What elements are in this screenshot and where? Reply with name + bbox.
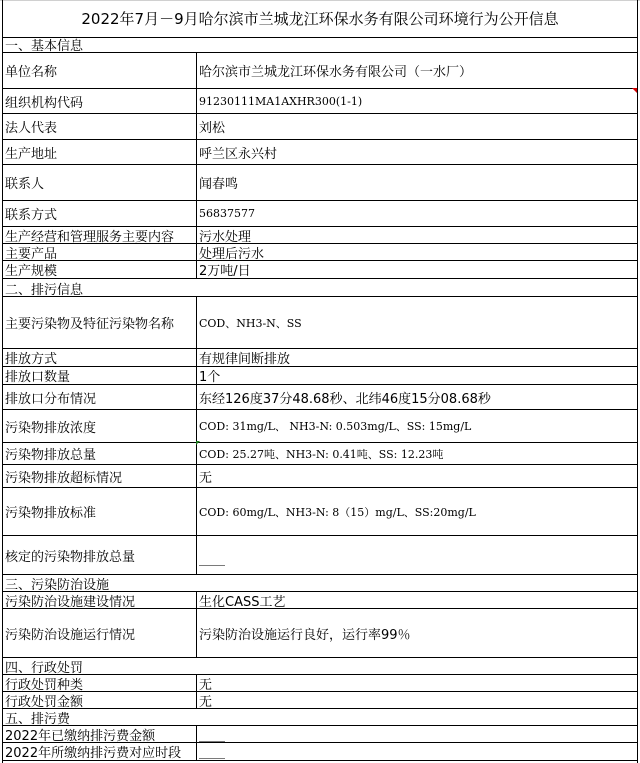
label-legal-rep: 法人代表: [5, 121, 58, 136]
value-approved-total[interactable]: ＿＿: [199, 553, 226, 568]
label-approved-total: 核定的污染物排放总量: [5, 549, 136, 565]
label-pollutants: 主要污染物及特征污染物名称: [5, 317, 175, 332]
section-penalty: [2, 658, 638, 675]
value-org-code[interactable]: 91230111MA1AXHR300(1-1): [199, 94, 363, 108]
value-outlet-location[interactable]: 东经126度37分48.68秒、北纬46度15分08.68秒: [199, 391, 491, 407]
value-penalty-amount[interactable]: 无: [199, 694, 213, 708]
label-phone: 联系方式: [5, 208, 58, 223]
page-title: 2022年7月－9月哈尔滨市兰城龙江环保水务有限公司环境行为公开信息: [2, 0, 638, 38]
row-outlet-count[interactable]: [2, 367, 638, 385]
value-product[interactable]: 处理后污水: [199, 246, 265, 260]
row-fee-paid[interactable]: [2, 726, 638, 743]
row-legal-rep[interactable]: [2, 114, 638, 140]
label-concentration: 污染物排放浓度: [5, 420, 97, 436]
value-total-emission[interactable]: COD: 25.27吨、NH3-N: 0.41吨、SS: 12.23吨: [199, 447, 444, 461]
row-penalty-type[interactable]: [2, 675, 638, 692]
label-facility-run: 污染防治设施运行情况: [5, 627, 136, 643]
value-pollutants[interactable]: COD、NH3-N、SS: [199, 316, 302, 330]
label-outlet-count: 排放口数量: [5, 370, 71, 384]
section-emission-label: 二、排污信息: [5, 283, 84, 298]
section-fee-label: 五、排污费: [5, 712, 71, 727]
value-standard[interactable]: COD: 60mg/L、NH3-N: 8（15）mg/L、SS:20mg/L: [199, 505, 476, 519]
row-org-code[interactable]: [2, 89, 638, 114]
row-phone[interactable]: [2, 201, 638, 227]
row-pollutants[interactable]: [2, 297, 638, 349]
value-contact[interactable]: 闻春鸣: [199, 177, 239, 192]
value-penalty-type[interactable]: 无: [199, 677, 213, 691]
value-outlet-count[interactable]: 1个: [199, 370, 221, 384]
value-discharge-mode[interactable]: 有规律间断排放: [199, 352, 291, 366]
label-fee-paid: 2022年已缴纳排污费金额: [5, 728, 156, 742]
label-outlet-location: 排放口分布情况: [5, 391, 97, 407]
label-standard: 污染物排放标准: [5, 506, 97, 521]
section-emission: [2, 279, 638, 297]
row-product[interactable]: [2, 244, 638, 261]
label-penalty-amount: 行政处罚金额: [5, 694, 84, 708]
value-unit-name[interactable]: 哈尔滨市兰城龙江环保水务有限公司（一水厂）: [199, 65, 473, 80]
section-basic-label: 一、基本信息: [5, 39, 84, 54]
value-legal-rep[interactable]: 刘松: [199, 121, 226, 136]
label-fee-period: 2022年所缴纳排污费对应时段: [5, 746, 182, 760]
value-facility-run[interactable]: 污染防治设施运行良好，运行率99％: [199, 627, 411, 643]
label-contact: 联系人: [5, 177, 45, 192]
value-address[interactable]: 呼兰区永兴村: [199, 146, 278, 162]
label-scale: 生产规模: [5, 264, 58, 278]
section-fee: [2, 709, 638, 726]
row-address[interactable]: [2, 140, 638, 165]
error-indicator-icon[interactable]: [196, 441, 200, 445]
section-basic: [2, 38, 638, 53]
row-total-emission[interactable]: [2, 443, 638, 465]
label-facility-build: 污染防治设施建设情况: [5, 594, 136, 608]
value-facility-build[interactable]: 生化CASS工艺: [199, 594, 286, 608]
row-approved-total[interactable]: [2, 536, 638, 575]
row-contact[interactable]: [2, 165, 638, 201]
label-business: 生产经营和管理服务主要内容: [5, 229, 175, 243]
row-scale[interactable]: [2, 261, 638, 279]
value-business[interactable]: 污水处理: [199, 229, 252, 243]
label-total-emission: 污染物排放总量: [5, 448, 97, 463]
value-fee-period[interactable]: ＿＿: [199, 746, 226, 760]
row-concentration[interactable]: [2, 410, 638, 443]
section-prevention-label: 三、污染防治设施: [5, 578, 110, 593]
row-discharge-mode[interactable]: [2, 349, 638, 367]
label-penalty-type: 行政处罚种类: [5, 677, 84, 691]
label-discharge-mode: 排放方式: [5, 352, 58, 366]
row-business[interactable]: [2, 227, 638, 244]
label-address: 生产地址: [5, 146, 58, 162]
value-exceed[interactable]: 无: [199, 470, 213, 486]
value-concentration[interactable]: COD: 31mg/L、 NH3-N: 0.503mg/L、SS: 15mg/L: [199, 420, 472, 433]
label-product: 主要产品: [5, 246, 58, 260]
row-penalty-amount[interactable]: [2, 692, 638, 709]
row-unit-name[interactable]: [2, 53, 638, 89]
value-phone[interactable]: 56837577: [199, 207, 255, 220]
section-prevention: [2, 575, 638, 592]
comment-indicator-icon[interactable]: [632, 88, 637, 93]
label-exceed: 污染物排放超标情况: [5, 470, 123, 486]
section-penalty-label: 四、行政处罚: [5, 661, 84, 676]
row-exceed[interactable]: [2, 465, 638, 488]
row-standard[interactable]: [2, 488, 638, 536]
row-facility-run[interactable]: [2, 609, 638, 658]
label-unit-name: 单位名称: [5, 65, 58, 80]
value-scale[interactable]: 2万吨/日: [199, 264, 251, 278]
value-fee-paid[interactable]: ＿＿: [199, 728, 226, 742]
row-facility-build[interactable]: [2, 592, 638, 609]
row-fee-period[interactable]: [2, 743, 638, 761]
row-outlet-location[interactable]: [2, 385, 638, 410]
label-org-code: 组织机构代码: [5, 95, 84, 111]
